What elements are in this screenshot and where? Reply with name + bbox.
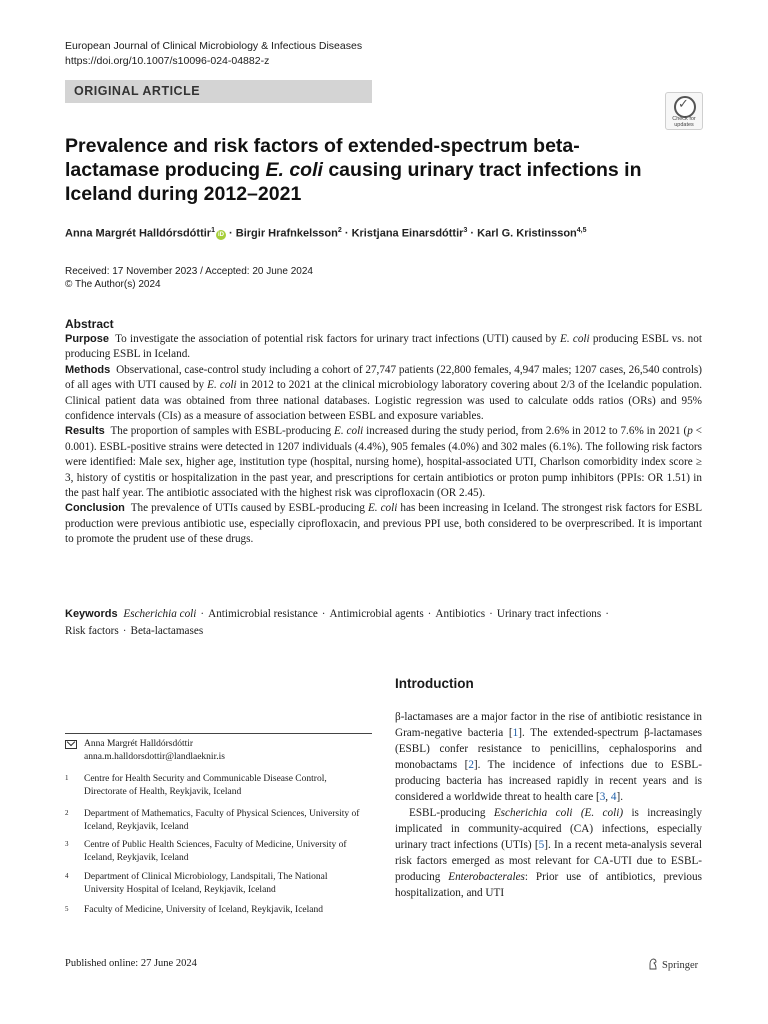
abstract-heading: Abstract (65, 317, 114, 331)
methods-label: Methods (65, 363, 111, 376)
affiliation-number: 4 (65, 872, 69, 880)
affiliation-item (65, 808, 365, 834)
citation-link[interactable]: 2 (468, 759, 474, 771)
affiliation-text: Faculty of Medicine, University of Iceland, Reykjavik, Iceland (84, 905, 324, 915)
keyword: Risk factors (65, 624, 119, 637)
author-name[interactable]: Birgir Hrafnkelsson (235, 227, 338, 240)
correspondence-note (65, 738, 375, 764)
affiliation-number: 3 (65, 840, 69, 848)
abstract-methods: Methods Observational, case-control study including a cohort of 27,747 patients (22,800 females, 4,947 males; 1207 cases, 26,540 controls) of all ages with UTI caused by E. coli in 2012 to 2021 at the clinical microbiology laboratory covering about 2/3 of the Icelandic population. Clinical patient data was obtained from three national databases. Logistic regression was used to calculate odds ratios (ORs) and 95% confidence intervals (CIs) as a measure of association between ESBL and exposure variables. (65, 363, 703, 423)
abstract-purpose: Purpose To investigate the association of potential risk factors for urinary tract infections (UTI) caused by E. coli producing ESBL vs. not producing ESBL in Iceland. (65, 333, 702, 361)
publisher-name: Springer (662, 960, 699, 971)
intro-paragraph: β-lactamases are a major factor in the rise of antibiotic resistance in Gram-negative bacteria [1]. The extended-spectrum β-lactamases (ESBL) confer resistance to penicillins, cephalosporins and monobactams [2]. The incidence of infections due to ESBL-producing bacteria has increased rapidly in recent years and is considered a worldwide threat to health care [3, 4]. (395, 711, 703, 803)
keywords-section: Keywords Escherichia coli · Antimicrobial resistance · Antimicrobial agents · Antibiotics · Urinary tract infections · Risk factors · Beta-lactamases (65, 608, 609, 637)
author-affiliation-marker: 4,5 (576, 227, 587, 234)
keywords-label: Keywords (65, 608, 118, 620)
author-affiliation-marker: 1 (211, 227, 215, 234)
author-name[interactable]: Karl G. Kristinsson (477, 227, 577, 240)
citation-link[interactable]: 1 (512, 727, 519, 739)
author-list: Anna Margrét Halldórsdóttir$^1$iD · Birgir Hrafnkelsson$^2$ · Kristjana Einarsdóttir$^3$ · Karl G. Kristinsson$^{4,5}$ (65, 227, 587, 240)
title-italic: E. coli (265, 159, 323, 181)
abstract-results: Results The proportion of samples with ESBL-producing E. coli increased during the study period, from 2.6% in 2012 to 7.6% in 2021 (p < 0.001). ESBL-positive strains were detected in 1207 individuals (4.4%), 905 females (4.0%) and 302 males (6.1%). The following risk factors were identified: Male sex, higher age, institution type (hospital, nursing home), hospital-associated UTI, Charlson comorbidity index score ≥ 3, history of cystitis or hospitalization in the past year, and prescriptions for certain antibiotics or proton pump inhibitors (PPIs: OR 1.51) in the past half year. The antibiotic associated with the highest risk was ciprofloxacin (OR 2.45). (65, 425, 702, 500)
abstract-body (65, 332, 702, 548)
affiliation-text: Centre for Health Security and Communicable Disease Control, Directorate of Health, Reykjavik, Iceland (84, 774, 327, 797)
published-online-date: Published online: 27 June 2024 (65, 958, 197, 969)
author-affiliation-marker: 2 (337, 227, 342, 234)
correspondence-email[interactable]: anna.m.halldorsdottir@landlaeknir.is (84, 751, 225, 762)
footnote-divider (65, 733, 372, 734)
keyword: Antimicrobial agents (329, 608, 424, 620)
affiliation-item (65, 839, 365, 865)
affiliation-number: 2 (65, 809, 69, 817)
springer-horse-icon (648, 958, 658, 970)
introduction-body (395, 709, 702, 901)
check-for-updates-label: Check for updates (672, 116, 696, 128)
affiliation-item (65, 773, 365, 799)
envelope-icon (65, 740, 77, 749)
keyword: Antibiotics (435, 608, 486, 620)
check-for-updates-icon[interactable] (665, 92, 703, 130)
article-type-band (65, 80, 372, 103)
doi-link[interactable]: https://doi.org/10.1007/s10096-024-04882-z (65, 55, 270, 67)
correspondence-name: Anna Margrét Halldórsdóttir (84, 739, 194, 749)
affiliation-number: 1 (65, 774, 69, 782)
abstract-conclusion: Conclusion The prevalence of UTIs caused by ESBL-producing E. coli has been increasing in Iceland. The strongest risk factors for ESBL production were previous antibiotic use, especially ciprofloxacin, and previous PPI use, both considered to be overprescribed. It is important to promote the prudent use of these drugs. (65, 502, 703, 546)
author-name[interactable]: Anna Margrét Halldórsdóttir (65, 227, 212, 240)
citation-link[interactable]: 5 (538, 839, 545, 851)
author-name[interactable]: Kristjana Einarsdóttir (351, 227, 464, 240)
citation-link[interactable]: 4 (610, 791, 617, 803)
keyword: Urinary tract infections (496, 608, 602, 620)
results-label: Results (65, 425, 105, 438)
intro-paragraph: ESBL-producing Escherichia coli (E. coli) is increasingly implicated in community-acquired (CA) infections, especially urinary tract infections (UTIs) [5]. In a recent meta-analysis several risk factors emerged as most relevant for CA-UTI due to ESBL-producing Enterobacterales: Prior use of antibiotics, previous hospitalization, and UTI (395, 807, 702, 899)
affiliation-text: Department of Clinical Microbiology, Landspitali, The National University Hospital of Iceland, Reykjavik, Iceland (84, 872, 328, 895)
keyword: Antimicrobial resistance (208, 608, 318, 620)
check-circle: ✓ (674, 96, 696, 118)
affiliation-text: Department of Mathematics, Faculty of Physical Sciences, University of Iceland, Reykjavik, Iceland (84, 809, 360, 832)
title-part-2: causing urinary tract infections in Iceland during 2012–2021 (65, 159, 642, 205)
introduction-heading: Introduction (395, 676, 474, 691)
copyright-notice: © The Author(s) 2024 (65, 279, 161, 290)
article-title (65, 134, 665, 206)
affiliation-item (65, 871, 365, 897)
orcid-icon[interactable]: iD (217, 231, 224, 238)
author-affiliation-marker: 3 (463, 227, 468, 234)
conclusion-label: Conclusion (65, 502, 125, 515)
journal-name: European Journal of Clinical Microbiology & Infectious Diseases (65, 40, 363, 52)
keyword: Escherichia coli (123, 608, 197, 620)
received-accepted-dates: Received: 17 November 2023 / Accepted: 20 June 2024 (65, 266, 313, 277)
affiliation-text: Centre of Public Health Sciences, Faculty of Medicine, University of Iceland, Reykjavik, Iceland (84, 840, 347, 863)
affiliation-number: 5 (65, 905, 69, 913)
keyword: Beta-lactamases (130, 624, 204, 637)
affiliation-item (65, 904, 365, 930)
article-type-label: ORIGINAL ARTICLE (74, 84, 201, 98)
publisher-logo (648, 958, 698, 971)
title-part-1: Prevalence and risk factors of extended-spectrum beta-lactamase producing (65, 135, 580, 181)
citation-link[interactable]: 3 (599, 791, 606, 803)
purpose-label: Purpose (65, 333, 110, 345)
